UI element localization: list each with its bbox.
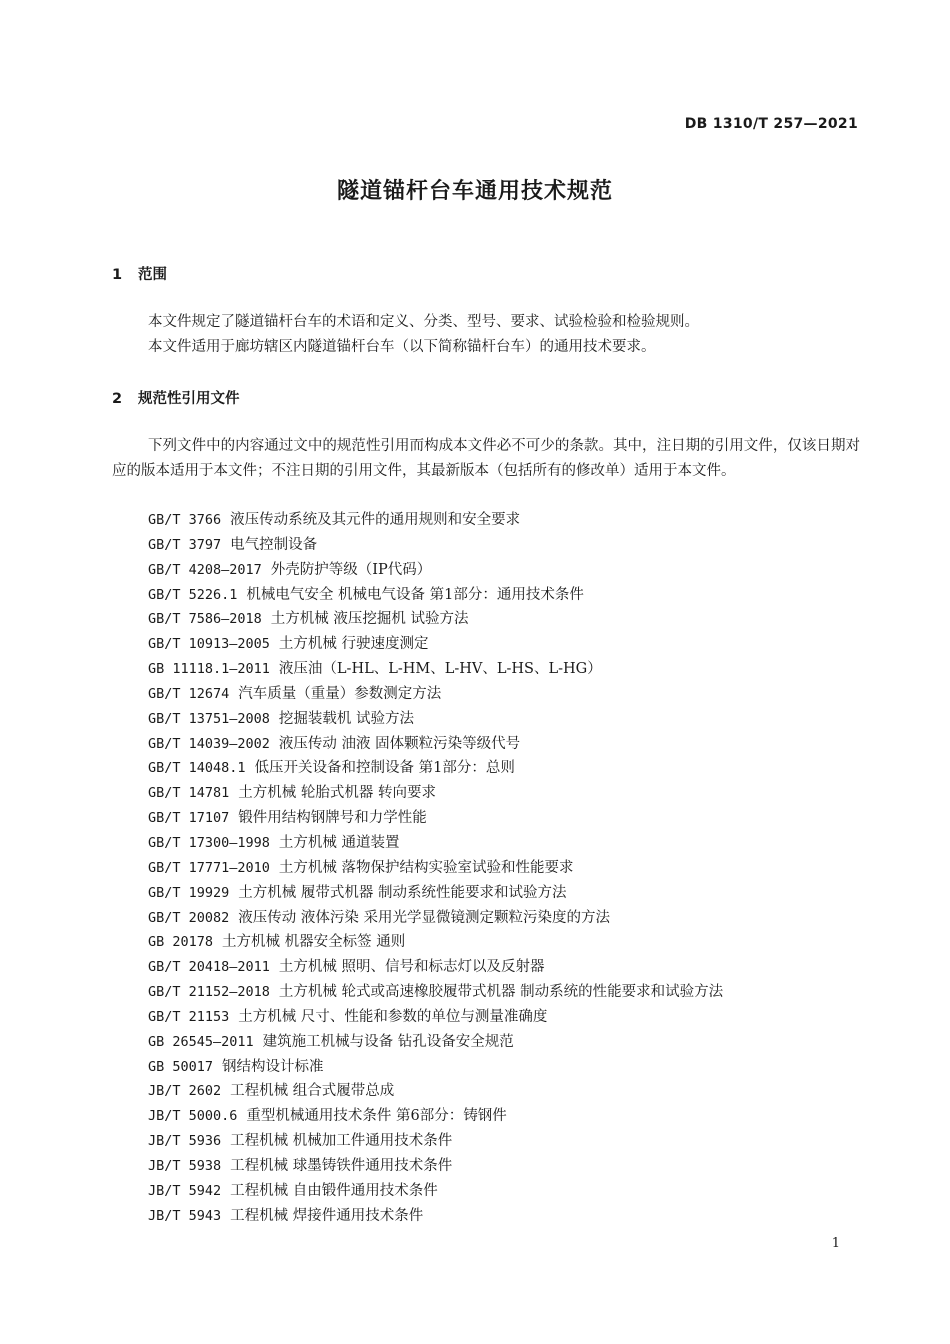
reference-code: GB/T 14039—2002 (148, 735, 270, 752)
reference-item (148, 707, 723, 732)
section-heading-scope (112, 263, 167, 284)
reference-title: 土方机械 通道装置 (278, 834, 400, 851)
reference-item (148, 1030, 723, 1055)
reference-title: 土方机械 落物保护结构实验室试验和性能要求 (278, 859, 574, 876)
reference-item (148, 1104, 723, 1129)
reference-item (148, 955, 723, 980)
reference-item (148, 856, 723, 881)
reference-title: 土方机械 轮式或高速橡胶履带式机器 制动系统的性能要求和试验方法 (278, 984, 724, 1001)
document-code: DB 1310/T 257—2021 (684, 116, 858, 132)
reference-item (148, 682, 723, 707)
reference-title: 重型机械通用技术条件 第6部分：铸钢件 (246, 1108, 507, 1125)
reference-code: JB/T 5000.6 (148, 1108, 238, 1125)
section-number: 2 (112, 391, 123, 407)
reference-code: GB 11118.1—2011 (148, 661, 270, 678)
reference-code: GB/T 3766 (148, 512, 222, 528)
reference-code: GB/T 14048.1 (148, 760, 246, 777)
reference-item (148, 583, 723, 608)
reference-item (148, 632, 723, 657)
reference-item (148, 831, 723, 856)
reference-item (148, 781, 723, 806)
reference-title: 汽车质量（重量）参数测定方法 (238, 685, 442, 702)
reference-title: 土方机械 行驶速度测定 (278, 636, 429, 653)
reference-code: GB/T 17300—1998 (148, 834, 270, 851)
reference-code: GB/T 21153 (148, 1008, 230, 1025)
reference-code: GB/T 19929 (148, 884, 230, 901)
reference-code: GB/T 17107 (148, 810, 230, 827)
reference-code: JB/T 2602 (148, 1083, 222, 1100)
reference-title: 土方机械 尺寸、性能和参数的单位与测量准确度 (238, 1008, 548, 1025)
reference-title: 土方机械 照明、信号和标志灯以及反射器 (278, 959, 545, 976)
reference-title: 机械电气安全 机械电气设备 第1部分：通用技术条件 (246, 586, 584, 603)
reference-item (148, 1179, 723, 1204)
reference-item (148, 533, 723, 558)
reference-code: JB/T 5943 (148, 1207, 222, 1224)
reference-title: 土方机械 液压挖掘机 试验方法 (270, 611, 469, 628)
reference-code: GB 50017 (148, 1058, 214, 1075)
reference-title: 液压传动 油液 固体颗粒污染等级代号 (278, 735, 521, 752)
reference-item (148, 1005, 723, 1030)
reference-code: GB 20178 (148, 934, 214, 951)
reference-code: GB/T 3797 (148, 536, 222, 553)
reference-title: 工程机械 自由锻件通用技术条件 (230, 1182, 438, 1199)
reference-title: 土方机械 机器安全标签 通则 (222, 934, 406, 951)
reference-title: 工程机械 机械加工件通用技术条件 (230, 1133, 453, 1150)
reference-code: GB/T 20082 (148, 909, 230, 926)
reference-title: 液压油（L-HL、L-HM、L-HV、L-HS、L-HG） (278, 661, 602, 678)
reference-item (148, 881, 723, 906)
reference-code: GB/T 20418—2011 (148, 959, 270, 976)
reference-title: 锻件用结构钢牌号和力学性能 (238, 810, 427, 827)
reference-item (148, 657, 723, 682)
section-number: 1 (112, 267, 123, 283)
references-intro-paragraph: 下列文件中的内容通过文中的规范性引用而构成本文件必不可少的条款。其中，注日期的引用文件，仅该日期对应的版本适用于本文件；不注日期的引用文件，其最新版本（包括所有的修改单）适用于本文件。 (112, 438, 860, 479)
section-title: 规范性引用文件 (138, 391, 240, 407)
reference-code: GB/T 7586—2018 (148, 611, 262, 628)
reference-item (148, 732, 723, 757)
scope-paragraph-2: 本文件适用于廊坊辖区内隧道锚杆台车（以下简称锚杆台车）的通用技术要求。 (148, 339, 656, 355)
reference-title: 外壳防护等级（IP代码） (270, 561, 432, 578)
reference-title: 钢结构设计标准 (222, 1058, 324, 1075)
page-number: 1 (831, 1236, 840, 1251)
reference-code: GB/T 5226.1 (148, 586, 238, 603)
reference-item (148, 1055, 723, 1080)
reference-item (148, 1129, 723, 1154)
section-title: 范围 (138, 267, 167, 283)
reference-code: GB 26545—2011 (148, 1033, 254, 1050)
reference-title: 液压传动 液体污染 采用光学显微镜测定颗粒污染度的方法 (238, 909, 610, 926)
reference-code: GB/T 21152—2018 (148, 984, 270, 1001)
document-title: 隧道锚杆台车通用技术规范 (336, 179, 613, 204)
reference-title: 工程机械 焊接件通用技术条件 (230, 1207, 424, 1224)
reference-item (148, 1204, 723, 1229)
reference-code: JB/T 5936 (148, 1133, 222, 1150)
reference-title: 土方机械 履带式机器 制动系统性能要求和试验方法 (238, 884, 567, 901)
reference-code: GB/T 10913—2005 (148, 636, 270, 653)
reference-item (148, 756, 723, 781)
reference-title: 液压传动系统及其元件的通用规则和安全要求 (230, 512, 521, 528)
reference-item (148, 1154, 723, 1179)
reference-item (148, 906, 723, 931)
reference-title: 工程机械 球墨铸铁件通用技术条件 (230, 1157, 453, 1174)
reference-code: GB/T 12674 (148, 685, 230, 702)
reference-title: 挖掘装载机 试验方法 (278, 710, 415, 727)
reference-code: JB/T 5938 (148, 1157, 222, 1174)
reference-item (148, 607, 723, 632)
reference-title: 建筑施工机械与设备 钻孔设备安全规范 (262, 1033, 514, 1050)
reference-item (148, 508, 723, 533)
reference-item (148, 806, 723, 831)
reference-item (148, 558, 723, 583)
section-heading-normative-references (112, 387, 240, 408)
reference-title: 低压开关设备和控制设备 第1部分：总则 (254, 760, 515, 777)
scope-paragraph-1: 本文件规定了隧道锚杆台车的术语和定义、分类、型号、要求、试验检验和检验规则。 (148, 314, 699, 330)
reference-title: 土方机械 轮胎式机器 转向要求 (238, 785, 436, 802)
reference-item (148, 930, 723, 955)
reference-code: GB/T 13751—2008 (148, 710, 270, 727)
reference-code: GB/T 14781 (148, 785, 230, 802)
reference-code: JB/T 5942 (148, 1182, 222, 1199)
reference-list (148, 508, 723, 1228)
reference-title: 电气控制设备 (230, 536, 318, 553)
reference-title: 工程机械 组合式履带总成 (230, 1083, 395, 1100)
reference-code: GB/T 17771—2010 (148, 859, 270, 876)
reference-code: GB/T 4208—2017 (148, 561, 262, 578)
reference-item (148, 1079, 723, 1104)
reference-item (148, 980, 723, 1005)
